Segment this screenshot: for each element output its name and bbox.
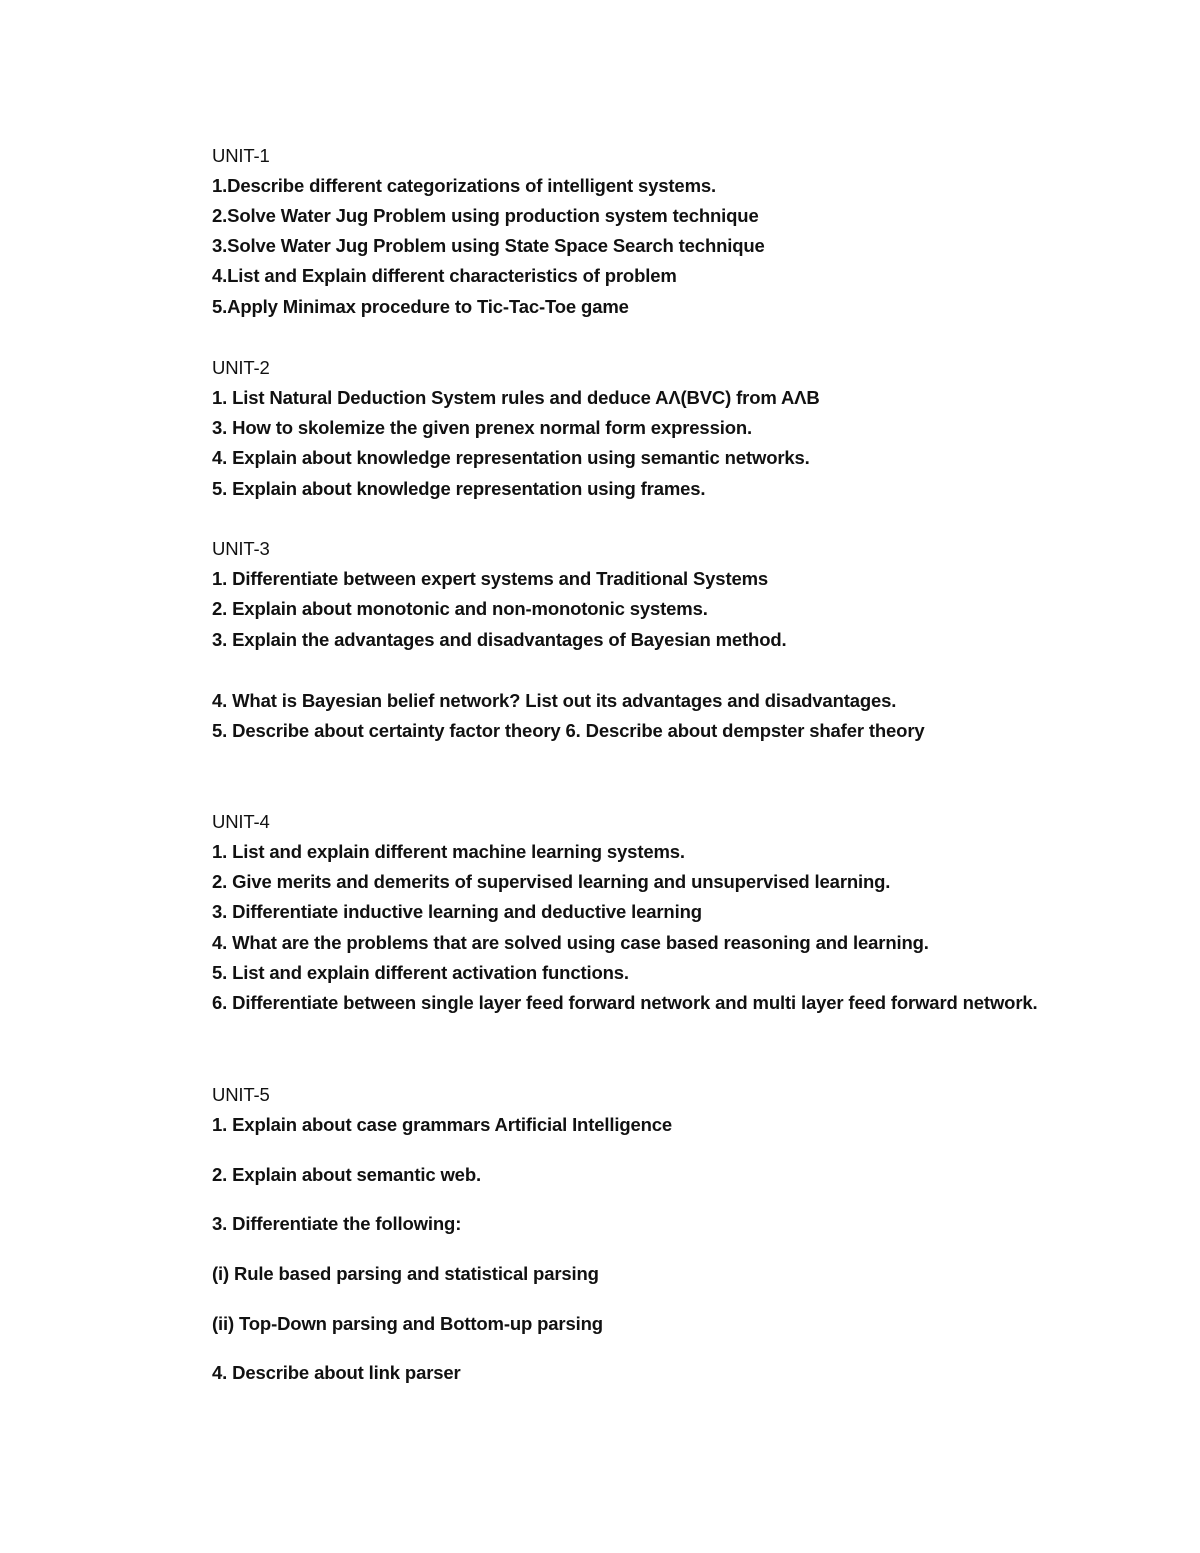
unit-5-question-1: 1. Explain about case grammars Artificial Intelligence — [212, 1114, 673, 1135]
unit-4-question-1: 1. List and explain different machine learning systems. — [212, 841, 685, 862]
unit-5-subitem-i: (i) Rule based parsing and statistical parsing — [212, 1263, 599, 1284]
unit-2-heading: UNIT-2 — [212, 357, 270, 378]
unit-2-question-3: 3. How to skolemize the given prenex normal form expression. — [212, 417, 752, 438]
unit-1-question-5: 5.Apply Minimax procedure to Tic-Tac-Toe game — [212, 296, 629, 317]
unit-4-question-6: 6. Differentiate between single layer feed forward network and multi layer feed forward network. — [212, 992, 1038, 1013]
unit-1-question-1: 1.Describe different categorizations of intelligent systems. — [212, 175, 716, 196]
unit-5-subitem-ii: (ii) Top-Down parsing and Bottom-up parsing — [212, 1313, 603, 1334]
unit-1-heading: UNIT-1 — [212, 145, 270, 166]
unit-3-question-3: 3. Explain the advantages and disadvantages of Bayesian method. — [212, 629, 787, 650]
unit-5-question-3: 3. Differentiate the following: — [212, 1213, 462, 1234]
unit-5-heading: UNIT-5 — [212, 1084, 270, 1105]
unit-3-question-2: 2. Explain about monotonic and non-monotonic systems. — [212, 598, 708, 619]
unit-4-question-5: 5. List and explain different activation functions. — [212, 962, 629, 983]
unit-4-question-4: 4. What are the problems that are solved using case based reasoning and learning. — [212, 932, 929, 953]
unit-4-heading: UNIT-4 — [212, 811, 270, 832]
unit-1-question-3: 3.Solve Water Jug Problem using State Space Search technique — [212, 235, 765, 256]
unit-2-question-5: 5. Explain about knowledge representation using frames. — [212, 478, 706, 499]
unit-4-question-2: 2. Give merits and demerits of supervised learning and unsupervised learning. — [212, 871, 891, 892]
unit-3-heading: UNIT-3 — [212, 538, 270, 559]
unit-5-question-4: 4. Describe about link parser — [212, 1362, 461, 1383]
unit-1-question-4: 4.List and Explain different characteristics of problem — [212, 265, 677, 286]
unit-4-question-3: 3. Differentiate inductive learning and deductive learning — [212, 901, 702, 922]
unit-5-question-2: 2. Explain about semantic web. — [212, 1164, 481, 1185]
unit-3-question-5: 5. Describe about certainty factor theory 6. Describe about dempster shafer theory — [212, 720, 925, 741]
unit-3-question-4: 4. What is Bayesian belief network? List out its advantages and disadvantages. — [212, 690, 897, 711]
unit-2-question-4: 4. Explain about knowledge representation using semantic networks. — [212, 447, 810, 468]
unit-3-question-1: 1. Differentiate between expert systems and Traditional Systems — [212, 568, 769, 589]
unit-1-question-2: 2.Solve Water Jug Problem using production system technique — [212, 205, 759, 226]
unit-2-question-1: 1. List Natural Deduction System rules and deduce AΛ(BVC) from AΛB — [212, 387, 820, 408]
